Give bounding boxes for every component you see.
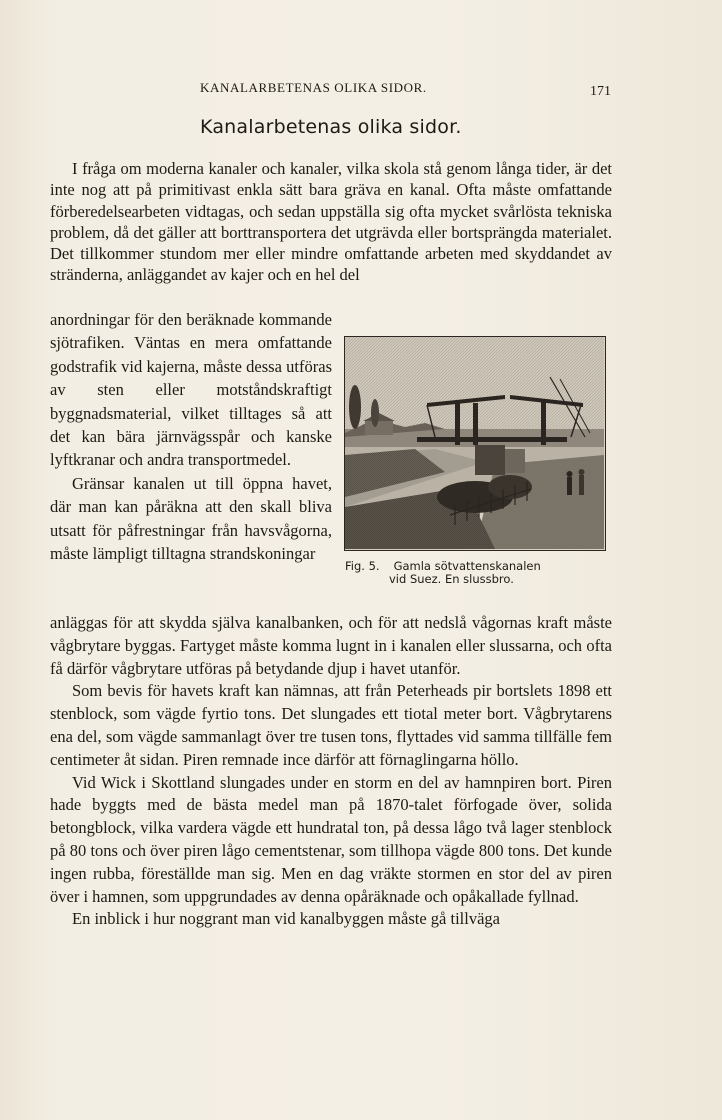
- caption-line: Gamla sötvattenskanalen: [393, 559, 541, 573]
- figure-caption: [345, 560, 610, 586]
- paragraph: Vid Wick i Skottland slungades under en storm en del av hamnpiren bort. Piren hade byggts med de bästa medel man på 1870-talet förfogade över, solida betongblock, vilka vardera vägde ett hundratal ton, på dessa lågo två lager stenblock på 80 tons och över piren lågo cementstenar, som tillhopa vägde 800 tons. Det kunde ingen rubba, föreställde man sig. Men en dag vräkte stormen en stor del av piren över i hamnen, som uppgrundades av denna opåräknade och opåkallade fyllnad.: [50, 772, 612, 906]
- paragraph: anordningar för den beräknade kommande sjötrafiken. Väntas en mera omfattande godstrafik vid kajerna, måste dessa utföras av sten eller motståndskraftigt byggnadsmaterial, vilket tilltages så att det kan bära järnvägsspår och kanske lyftkranar och andra transportmedel.: [50, 310, 332, 470]
- paragraph: anläggas för att skydda själva kanalbanken, och för att nedslå vågornas kraft måste vågbrytare byggas. Fartyget måste komma lugnt in i kanalen eller slussarna, och ofta få därför vågbrytare utföras på betydande djup i havet utanför.: [50, 613, 612, 678]
- caption-line: vid Suez. En slussbro.: [389, 572, 514, 586]
- figure-illustration: [344, 336, 606, 551]
- paragraph: Gränsar kanalen ut till öppna havet, där man kan påräkna att den skall bliva utsatt för påfrestningar från havsvågorna, måste lämpligt tilltagna strandskoningar: [50, 473, 332, 564]
- chapter-title: Kanalarbetenas olika sidor.: [200, 116, 462, 138]
- paragraph: Som bevis för havets kraft kan nämnas, att från Peterheads pir bortslets 1898 ett stenblock, som vägde fyrtio tons. Det slungades ett tiotal meter bort. Vågbrytarens ena del, som vägde sammanlagt över tre tusen tons, flyttades vid samma tillfälle fem centimeter åt sidan. Piren remnade ince därför att förnaglingarna höllo.: [50, 681, 612, 769]
- paragraph: I fråga om moderna kanaler och kanaler, vilka skola stå genom långa tider, är det inte nog att på primitivast enkla sätt bara gräva en kanal. Ofta måste omfattande förberedelsearbeten vidtagas, och sedan uppställa sig ofta mycket svårlösta tekniska problem, då det gäller att borttransportera det utgrävda eller bortsprängda materialet. Det tillkommer stundom mer eller mindre omfattande arbeten med skyddandet av stränderna, anläggandet av kajer och en hel del: [50, 159, 612, 285]
- page-number: 171: [590, 84, 611, 99]
- main-text-block: [50, 612, 612, 931]
- lift-bridge-engraving-icon: [345, 337, 604, 549]
- intro-text-block: [50, 158, 612, 286]
- running-head: KANALARBETENAS OLIKA SIDOR.: [200, 80, 427, 95]
- figure-label: Fig. 5.: [345, 559, 380, 573]
- paragraph: En inblick i hur noggrant man vid kanalbyggen måste gå tillväga: [72, 909, 500, 929]
- wrapped-text-block: [50, 308, 332, 565]
